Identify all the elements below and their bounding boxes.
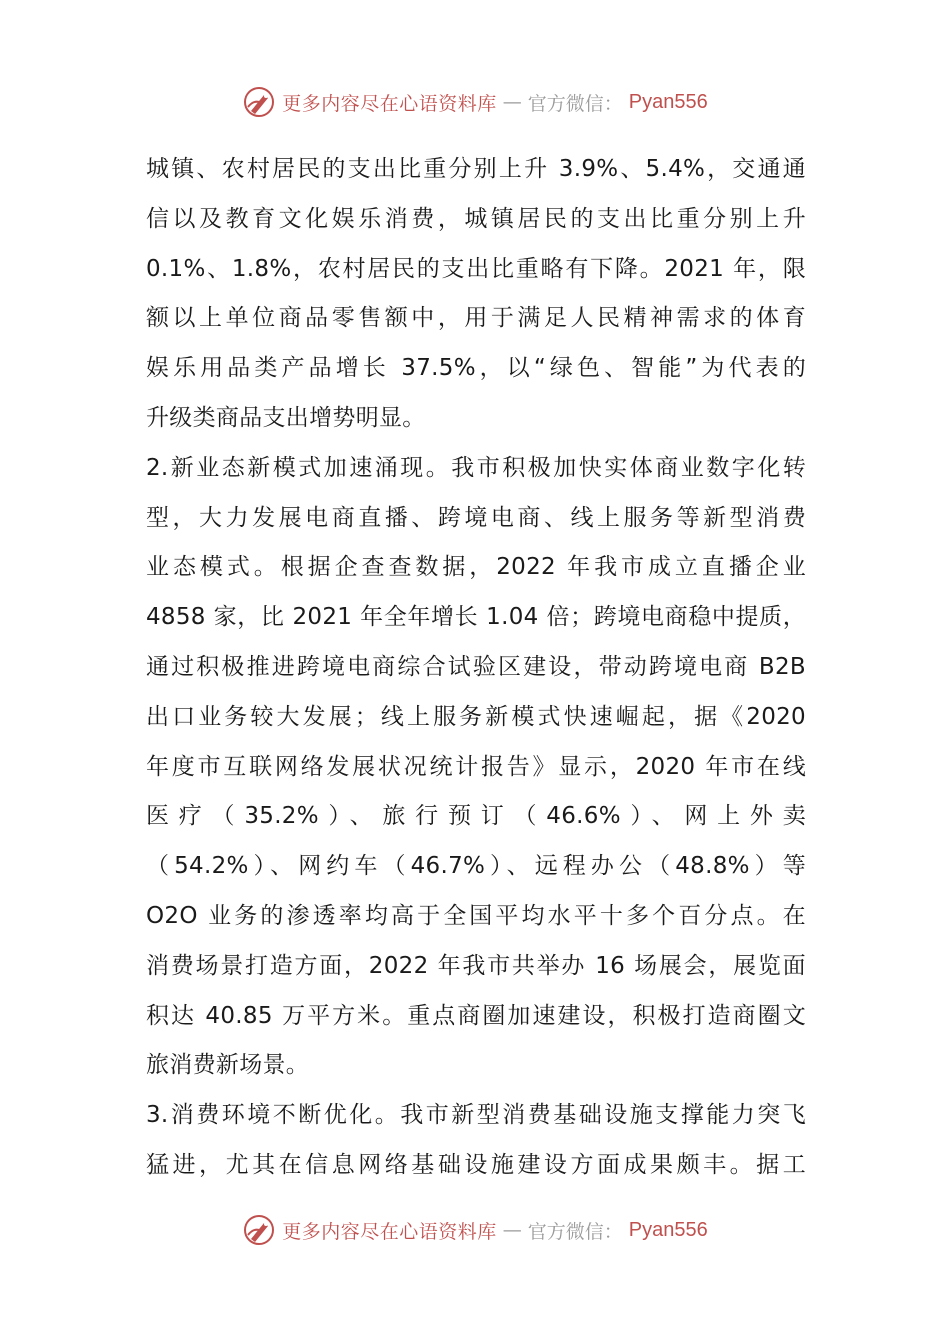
text-line: 信以及教育文化娱乐消费，城镇居民的支出比重分别上升 (146, 205, 806, 232)
text-line: 城镇、农村居民的支出比重分别上升 3.9%、5.4%，交通通 (146, 156, 806, 182)
header-wechat-label: 官方微信： (527, 92, 623, 115)
text-line: 升级类商品支出增势明显。 (146, 404, 426, 431)
header-banner (0, 82, 950, 122)
footer-site-text: 更多内容尽在心语资料库 (282, 1220, 497, 1243)
text-line: 0.1%、1.8%，农村居民的支出比重略有下降。2021 年，限 (146, 255, 806, 282)
text-line: 医疗（35.2%）、旅行预订（46.6%）、网上外卖 (146, 803, 806, 830)
footer-wechat-id: Pyan556 (628, 1218, 708, 1241)
text-line: 型，大力发展电商直播、跨境电商、线上服务等新型消费 (146, 504, 806, 531)
text-line: 出口业务较大发展；线上服务新模式快速崛起，据《2020 (146, 703, 806, 730)
text-line: 娱乐用品类产品增长 37.5%，以“绿色、智能”为代表的 (146, 355, 806, 382)
text-line: 额以上单位商品零售额中，用于满足人民精神需求的体育 (146, 305, 806, 332)
text-line: 通过积极推进跨境电商综合试验区建设，带动跨境电商 B2B (146, 653, 806, 680)
footer-banner (0, 1210, 950, 1250)
text-line: 业态模式。根据企查查数据，2022 年我市成立直播企业 (146, 554, 806, 581)
footer-separator: — (502, 1219, 522, 1241)
footer-wechat-label: 官方微信： (527, 1220, 623, 1243)
text-line: 2.新业态新模式加速涌现。我市积极加快实体商业数字化转 (146, 454, 806, 481)
pen-nib-logo-icon (242, 85, 276, 119)
text-line: O2O 业务的渗透率均高于全国平均水平十多个百分点。在 (146, 902, 806, 929)
text-line: 4858 家，比 2021 年全年增长 1.04 倍；跨境电商稳中提质， (146, 604, 806, 631)
pen-nib-logo-icon (242, 1213, 276, 1247)
text-line: 消费场景打造方面，2022 年我市共举办 16 场展会，展览面 (146, 952, 806, 979)
text-line: 积达 40.85 万平方米。重点商圈加速建设，积极打造商圈文 (146, 1002, 806, 1029)
document-body (146, 145, 806, 1191)
text-line: 猛进，尤其在信息网络基础设施建设方面成果颇丰。据工 (146, 1151, 806, 1178)
header-site-text: 更多内容尽在心语资料库 (282, 92, 497, 115)
text-line: 旅消费新场景。 (146, 1052, 310, 1079)
text-line: 3.消费环境不断优化。我市新型消费基础设施支撑能力突飞 (146, 1102, 806, 1129)
text-line: 年度市互联网络发展状况统计报告》显示，2020 年市在线 (146, 753, 806, 780)
text-line: （54.2%）、网约车（46.7%）、远程办公（48.8%）等 (146, 853, 806, 880)
header-separator: — (502, 91, 522, 113)
header-wechat-id: Pyan556 (628, 90, 708, 113)
